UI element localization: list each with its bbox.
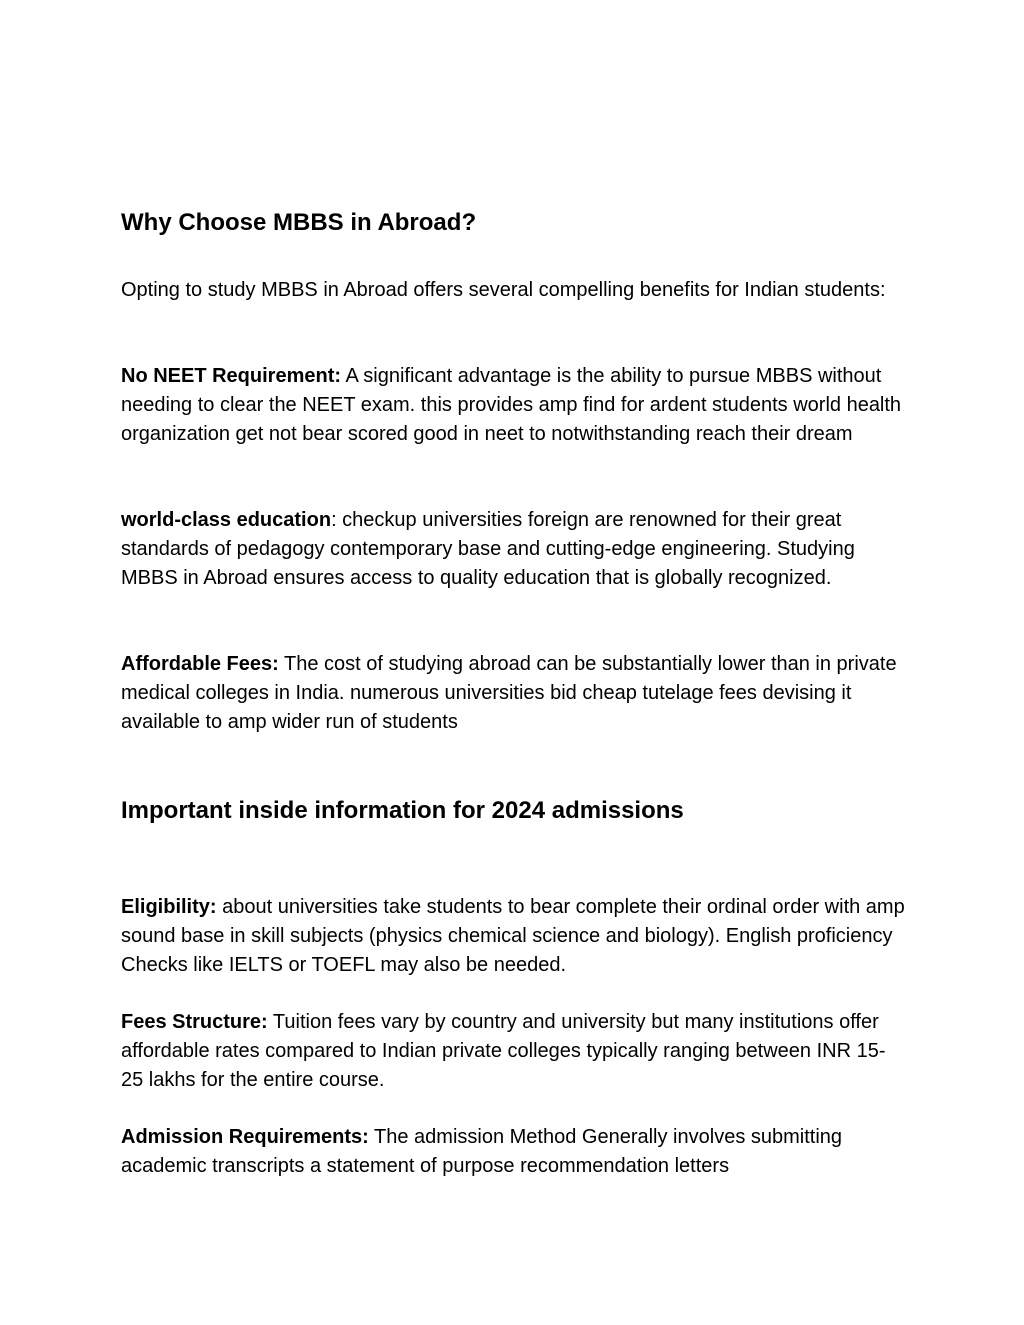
info-fees-structure-text: Tuition fees vary by country and university but many institutions offer affordable rates compared to Indian private colleges typically ranging between INR 15-25 lakhs for the entire course.	[121, 1011, 886, 1091]
section-heading-why-choose: Why Choose MBBS in Abroad?	[121, 209, 477, 236]
info-fees-structure	[121, 1008, 906, 1095]
info-eligibility-label: Eligibility:	[121, 896, 217, 918]
benefit-no-neet-text: A significant advantage is the ability to pursue MBBS without needing to clear the NEET exam. this provides amp find for ardent students world health organization get not bear scored good in neet to notwithstanding reach their dream	[121, 365, 902, 445]
benefit-affordable-fees-label: Affordable Fees:	[121, 653, 279, 675]
benefit-world-class-text: : checkup universities foreign are renowned for their great standards of pedagogy contemporary base and cutting-edge engineering. Studying MBBS in Abroad ensures access to quality education that is globally recognized.	[121, 509, 855, 589]
info-eligibility-text: about universities take students to bear complete their ordinal order with amp sound base in skill subjects (physics chemical science and biology). English proficiency Checks like IELTS or TOEFL may also be needed.	[121, 896, 905, 976]
benefit-world-class-label: world-class education	[121, 509, 332, 531]
info-admission-requirements	[121, 1123, 906, 1181]
benefit-affordable-fees	[121, 650, 906, 737]
benefit-affordable-fees-text: The cost of studying abroad can be substantially lower than in private medical colleges in India. numerous universities bid cheap tutelage fees devising it available to amp wider run of students	[121, 653, 897, 733]
info-admission-requirements-text: The admission Method Generally involves submitting academic transcripts a statement of purpose recommendation letters	[121, 1126, 843, 1177]
benefit-no-neet-label: No NEET Requirement:	[121, 365, 342, 387]
benefit-no-neet	[121, 362, 906, 449]
info-fees-structure-label: Fees Structure:	[121, 1011, 268, 1033]
intro-paragraph: Opting to study MBBS in Abroad offers several compelling benefits for Indian students:	[121, 279, 886, 301]
benefit-world-class	[121, 506, 906, 593]
section-heading-admissions: Important inside information for 2024 admissions	[121, 797, 684, 824]
info-admission-requirements-label: Admission Requirements:	[121, 1126, 369, 1148]
info-eligibility	[121, 893, 906, 980]
